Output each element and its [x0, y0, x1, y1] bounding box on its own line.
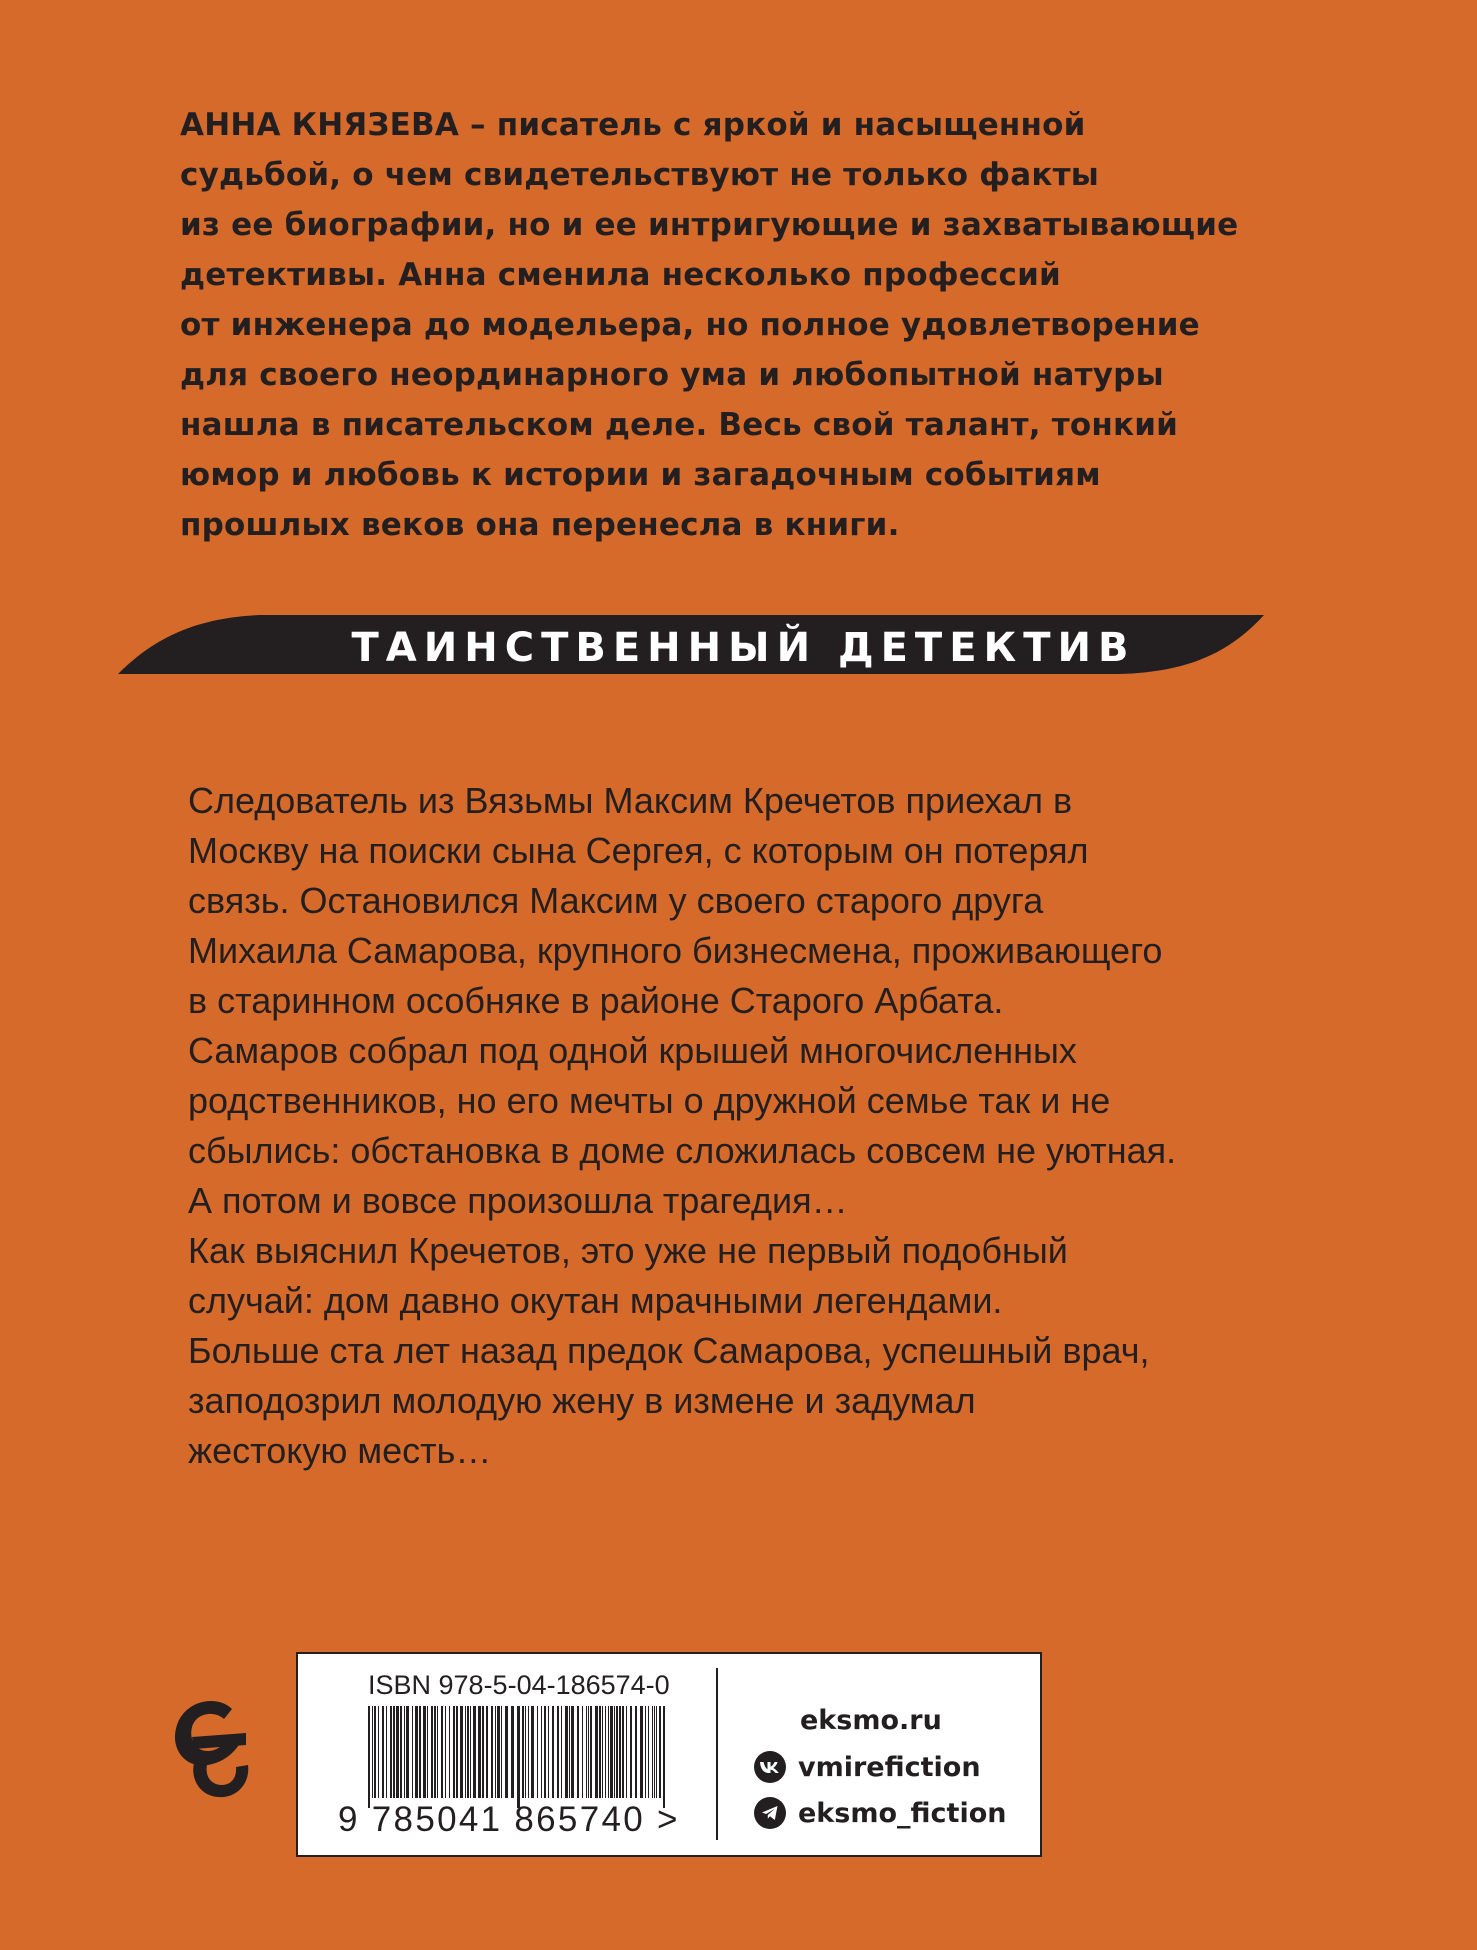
barcode-bar — [441, 1706, 443, 1798]
publisher-contacts — [754, 1698, 1034, 1836]
telegram-icon — [754, 1797, 786, 1829]
barcode-bar — [482, 1706, 484, 1798]
barcode-bar — [599, 1706, 601, 1798]
barcode-bar — [423, 1706, 426, 1798]
author-bio-line: АННА КНЯЗЕВА – писатель с яркой и насыщенной — [180, 107, 1086, 143]
annotation-line: сбылись: обстановка в доме сложилась совсем не уютная. — [188, 1130, 1177, 1171]
barcode-bar — [473, 1706, 476, 1798]
annotation-line: в старинном особняке в районе Старого Арбата. — [188, 980, 1004, 1021]
barcode-bar — [571, 1706, 574, 1798]
barcode-bar — [616, 1706, 618, 1798]
barcode-bar — [470, 1706, 471, 1798]
barcode-digits: 9 785041 865740 > — [338, 1800, 680, 1839]
barcode-bar — [445, 1706, 446, 1798]
annotation-line: Москву на поиски сына Сергея, с которым он потерял — [188, 830, 1089, 871]
barcode-bar — [622, 1706, 624, 1798]
barcode-bar — [486, 1706, 488, 1798]
barcode-bar — [404, 1706, 405, 1798]
barcode-bar — [626, 1706, 627, 1798]
barcode-bar — [400, 1706, 402, 1798]
barcode-bar — [460, 1706, 463, 1798]
barcode-bar — [412, 1706, 413, 1798]
barcode-bar — [453, 1706, 455, 1798]
barcode-bar — [645, 1706, 646, 1798]
barcode-bar — [456, 1706, 458, 1798]
barcode-bar — [582, 1706, 583, 1798]
barcode-bar — [449, 1706, 450, 1798]
barcode-bar — [406, 1706, 409, 1798]
author-bio-line: судьбой, о чем свидетельствуют не только факты — [180, 157, 1099, 193]
barcode-bar — [396, 1706, 399, 1798]
barcode-bar — [648, 1706, 649, 1798]
author-bio-line: от инженера до модельера, но полное удовлетворение — [180, 307, 1200, 343]
genre-banner — [0, 612, 1477, 694]
barcode-bar — [610, 1706, 613, 1798]
barcode-bar — [427, 1706, 428, 1798]
barcode-bar — [602, 1706, 603, 1798]
barcode-bar — [577, 1706, 579, 1798]
barcode-bar — [517, 1706, 520, 1808]
barcode-bar — [505, 1706, 508, 1798]
barcode-bar — [434, 1706, 436, 1798]
annotation-line: А потом и вовсе произошла трагедия… — [188, 1180, 848, 1221]
annotation-line: жестокую месть… — [188, 1430, 492, 1471]
barcode-bar — [393, 1706, 395, 1798]
barcode-bar — [659, 1706, 661, 1798]
book-annotation — [188, 776, 1308, 1476]
author-bio-line: нашла в писательском деле. Весь свой талант, тонкий — [180, 407, 1179, 443]
author-bio-line: детективы. Анна сменила несколько профессий — [180, 257, 1061, 293]
barcode-bar — [511, 1706, 514, 1798]
barcode — [368, 1706, 668, 1808]
genre-label: ТАИНСТВЕННЫЙ ДЕТЕКТИВ — [351, 625, 1136, 671]
barcode-bar — [565, 1706, 568, 1798]
barcode-bar — [467, 1706, 469, 1798]
barcode-bar — [419, 1706, 421, 1798]
author-bio-line: прошлых веков она перенесла в книги. — [180, 507, 900, 543]
barcode-bar — [586, 1706, 587, 1798]
barcode-bar — [368, 1706, 370, 1808]
vk-icon — [754, 1751, 786, 1783]
website-link: eksmo.ru — [800, 1705, 942, 1736]
barcode-bar — [528, 1706, 529, 1798]
barcode-bar — [491, 1706, 493, 1798]
barcode-bar — [525, 1706, 526, 1798]
barcode-bar — [561, 1706, 562, 1798]
barcode-bar — [548, 1706, 549, 1798]
barcode-bar — [595, 1706, 598, 1798]
barcode-bar — [652, 1706, 653, 1798]
isbn-info-box — [296, 1652, 1042, 1857]
barcode-bar — [378, 1706, 379, 1798]
barcode-bar — [497, 1706, 500, 1798]
annotation-line: Самаров собрал под одной крышей многочисленных — [188, 1030, 1077, 1071]
author-bio — [180, 100, 1310, 550]
barcode-bar — [640, 1706, 643, 1798]
barcode-bar — [614, 1706, 615, 1798]
barcode-bar — [619, 1706, 621, 1798]
barcode-bar — [608, 1706, 609, 1798]
barcode-bar — [437, 1706, 438, 1798]
barcode-bar — [605, 1706, 606, 1798]
isbn-number: ISBN 978-5-04-186574-0 — [368, 1670, 670, 1700]
telegram-handle: eksmo_fiction — [798, 1797, 1007, 1829]
barcode-bar — [372, 1706, 373, 1798]
eksmo-logo-icon — [168, 1689, 252, 1805]
barcode-bar — [635, 1706, 637, 1798]
author-bio-line: из ее биографии, но и ее интригующие и захватывающие — [180, 207, 1239, 243]
annotation-line: Больше ста лет назад предок Самарова, успешный врач, — [188, 1330, 1150, 1371]
author-bio-line: для своего неординарного ума и любопытной натуры — [180, 357, 1164, 393]
annotation-line: случай: дом давно окутан мрачными легендами. — [188, 1280, 1003, 1321]
barcode-bar — [374, 1706, 376, 1798]
barcode-bar — [522, 1706, 524, 1798]
barcode-bar — [478, 1706, 481, 1798]
barcode-bar — [465, 1706, 466, 1798]
barcode-bar — [544, 1706, 546, 1798]
author-bio-line: юмор и любовь к истории и загадочным событиям — [180, 457, 1101, 493]
annotation-line: Как выяснил Кречетов, это уже не первый подобный — [188, 1230, 1068, 1271]
telegram-contact — [754, 1790, 1034, 1836]
barcode-bar — [557, 1706, 559, 1798]
barcode-bar — [390, 1706, 392, 1798]
barcode-bar — [386, 1706, 387, 1798]
barcode-bar — [590, 1706, 592, 1798]
barcode-bar — [495, 1706, 496, 1798]
barcode-bar — [541, 1706, 542, 1798]
vk-handle: vmirefiction — [798, 1751, 981, 1783]
barcode-bar — [552, 1706, 554, 1798]
annotation-line: родственников, но его мечты о дружной семье так и не — [188, 1080, 1111, 1121]
annotation-line: Михаила Самарова, крупного бизнесмена, проживающего — [188, 930, 1163, 971]
barcode-bar — [654, 1706, 655, 1798]
barcode-bar — [588, 1706, 589, 1798]
barcode-bar — [630, 1706, 632, 1798]
barcode-bar — [569, 1706, 570, 1798]
barcode-bar — [431, 1706, 433, 1798]
barcode-bar — [415, 1706, 418, 1798]
divider — [716, 1668, 718, 1840]
barcode-bar — [663, 1706, 665, 1808]
barcode-bar — [656, 1706, 657, 1798]
barcode-bar — [382, 1706, 384, 1798]
barcode-bar — [501, 1706, 502, 1798]
vk-contact — [754, 1744, 1034, 1790]
barcode-bar — [531, 1706, 534, 1798]
annotation-line: связь. Остановился Максим у своего старого друга — [188, 880, 1044, 921]
annotation-line: Следователь из Вязьмы Максим Кречетов приехал в — [188, 780, 1073, 821]
annotation-line: заподозрил молодую жену в измене и задумал — [188, 1380, 976, 1421]
barcode-bar — [537, 1706, 538, 1798]
